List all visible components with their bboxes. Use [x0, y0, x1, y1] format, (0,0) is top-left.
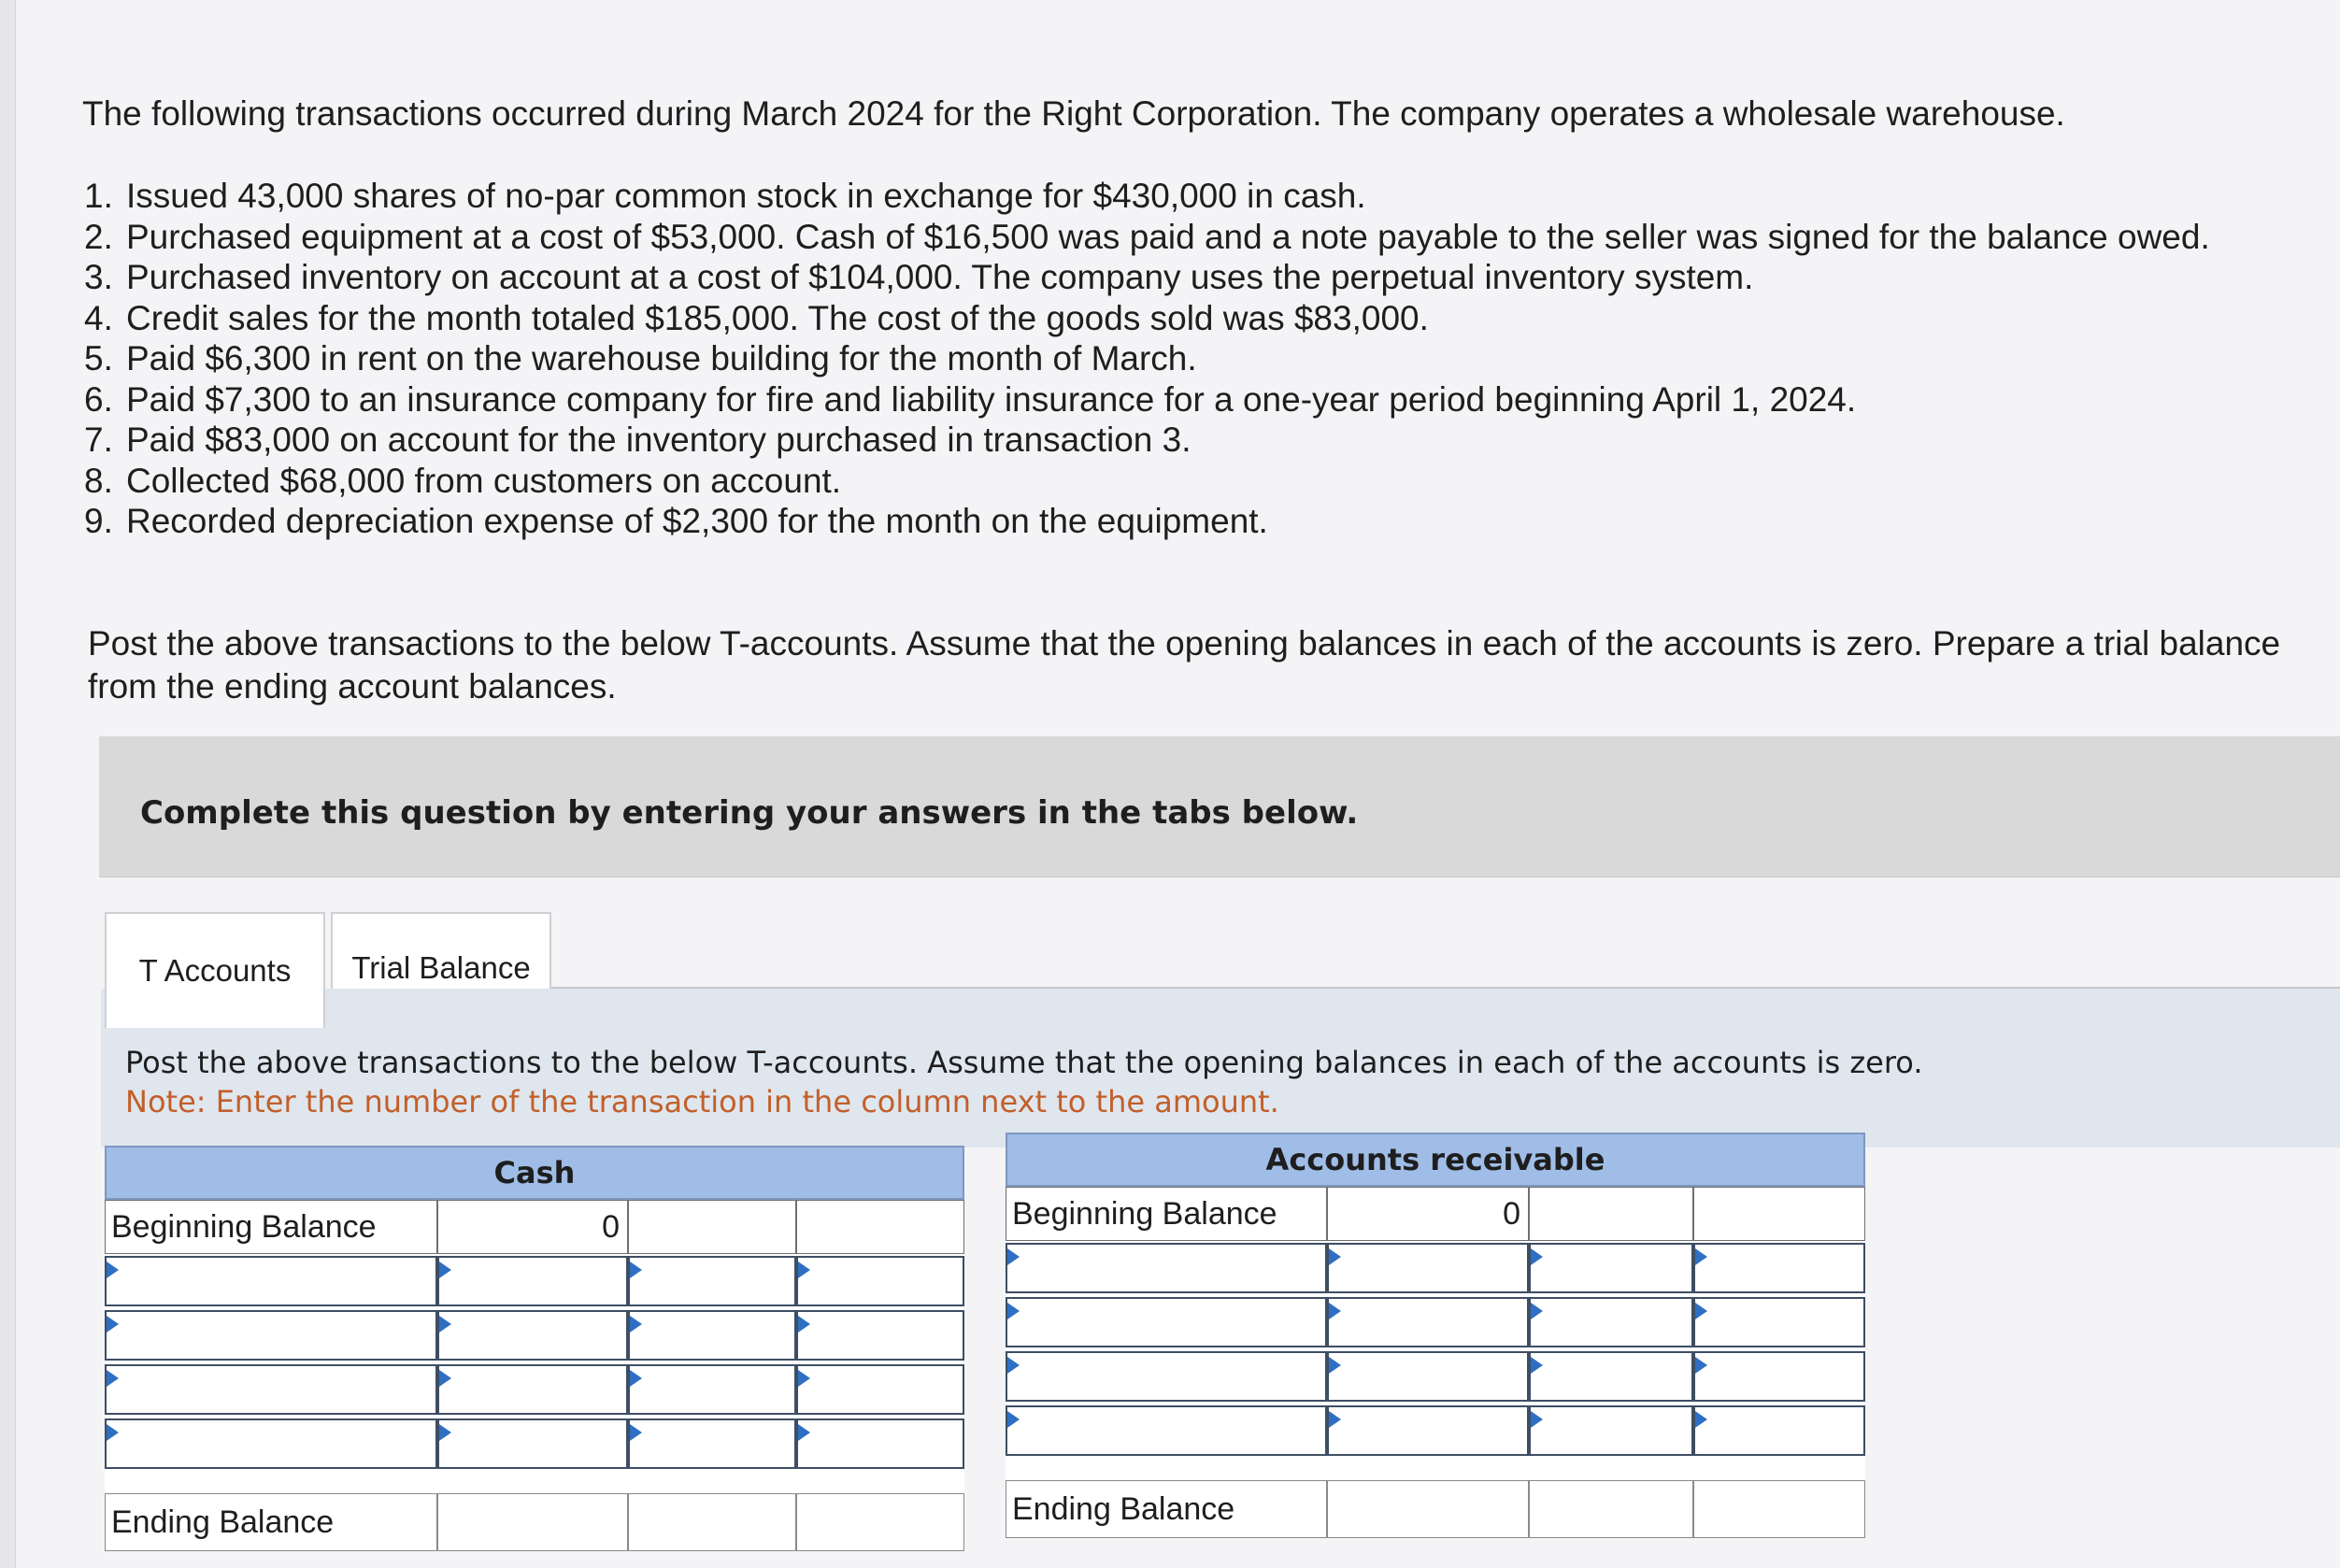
transaction-item: [84, 461, 2290, 502]
ending-balance-label: Ending Balance: [105, 1493, 437, 1551]
credit-transaction-input[interactable]: [796, 1364, 964, 1415]
debit-amount-input[interactable]: [437, 1364, 628, 1415]
transaction-number: 9.: [84, 502, 113, 540]
credit-transaction-input[interactable]: [1693, 1351, 1865, 1402]
transaction-number: 7.: [84, 421, 113, 459]
transaction-text: Recorded depreciation expense of $2,300 for the month on the equipment.: [126, 502, 1268, 540]
beginning-blank-cell: [1693, 1187, 1865, 1241]
transaction-number: 3.: [84, 258, 113, 296]
transaction-item: [84, 176, 2290, 217]
debit-account-input[interactable]: [105, 1310, 437, 1361]
ending-balance-value: [1327, 1480, 1529, 1538]
transaction-item: [84, 217, 2290, 258]
left-edge-strip: [0, 0, 16, 1568]
tab-t-accounts[interactable]: T Accounts: [105, 912, 325, 1028]
transaction-number: 8.: [84, 461, 113, 500]
t-account-grid: [1006, 1187, 1865, 1538]
credit-transaction-input[interactable]: [796, 1310, 964, 1361]
transaction-text: Credit sales for the month totaled $185,000. The cost of the goods sold was $83,000.: [126, 298, 1429, 337]
row-gap: [1006, 1458, 1327, 1480]
post-instructions: Post the above transactions to the below T-accounts. Assume that the opening balances in each of the accounts is zero. Prepare a trial balance from the ending account balances.: [88, 624, 2281, 706]
debit-amount-input[interactable]: [1327, 1243, 1529, 1293]
transaction-text: Purchased equipment at a cost of $53,000. Cash of $16,500 was paid and a note payable to the seller was signed for the balance owed.: [126, 217, 2210, 256]
transaction-text: Paid $6,300 in rent on the warehouse building for the month of March.: [126, 339, 1197, 378]
transaction-text: Issued 43,000 shares of no-par common stock in exchange for $430,000 in cash.: [126, 177, 1366, 215]
beginning-balance-label: Beginning Balance: [1006, 1187, 1327, 1241]
transaction-text: Purchased inventory on account at a cost of $104,000. The company uses the perpetual inventory system.: [126, 258, 1754, 296]
t-account-grid: [105, 1200, 964, 1551]
row-gap: [437, 1471, 628, 1493]
credit-amount-input[interactable]: [1529, 1405, 1693, 1456]
transaction-number: 4.: [84, 298, 113, 337]
beginning-blank-cell: [796, 1200, 964, 1254]
tab-trial-balance[interactable]: Trial Balance: [331, 912, 551, 1022]
tab-instructions-panel: [101, 989, 2340, 1147]
credit-amount-input[interactable]: [628, 1418, 796, 1469]
transaction-text: Collected $68,000 from customers on account.: [126, 461, 842, 500]
credit-transaction-input[interactable]: [1693, 1405, 1865, 1456]
ending-blank-cell: [1693, 1480, 1865, 1538]
tab-instructions-text: Post the above transactions to the below T-accounts. Assume that the opening balances in each of the accounts is zero.: [125, 1045, 1923, 1080]
transaction-number: 5.: [84, 339, 113, 378]
debit-amount-input[interactable]: [437, 1256, 628, 1306]
credit-transaction-input[interactable]: [1693, 1243, 1865, 1293]
debit-account-input[interactable]: [105, 1364, 437, 1415]
debit-amount-input[interactable]: [437, 1310, 628, 1361]
t-account-title: Cash: [105, 1146, 964, 1200]
debit-account-input[interactable]: [1006, 1405, 1327, 1456]
row-gap: [105, 1471, 437, 1493]
ending-balance-label: Ending Balance: [1006, 1480, 1327, 1538]
row-gap: [1693, 1458, 1865, 1480]
row-gap: [628, 1471, 796, 1493]
row-gap: [1529, 1458, 1693, 1480]
ending-balance-value: [437, 1493, 628, 1551]
credit-transaction-input[interactable]: [1693, 1297, 1865, 1347]
beginning-balance-value: 0: [1327, 1187, 1529, 1241]
t-account-title: Accounts receivable: [1006, 1133, 1865, 1187]
t-account-accounts-receivable: [1006, 1133, 1865, 1531]
transaction-item: [84, 298, 2290, 339]
debit-account-input[interactable]: [105, 1256, 437, 1306]
beginning-blank-cell: [628, 1200, 796, 1254]
complete-question-banner: [99, 736, 2340, 877]
ending-blank-cell: [1529, 1480, 1693, 1538]
transaction-number: 2.: [84, 217, 113, 256]
credit-amount-input[interactable]: [628, 1364, 796, 1415]
transaction-item: [84, 379, 2290, 421]
beginning-balance-value: 0: [437, 1200, 628, 1254]
beginning-balance-label: Beginning Balance: [105, 1200, 437, 1254]
complete-question-text: Complete this question by entering your answers in the tabs below.: [140, 794, 1359, 832]
transaction-text: Paid $7,300 to an insurance company for fire and liability insurance for a one-year period beginning April 1, 2024.: [126, 379, 1857, 419]
beginning-blank-cell: [1529, 1187, 1693, 1241]
debit-amount-input[interactable]: [437, 1418, 628, 1469]
transaction-item: [84, 501, 2290, 542]
debit-account-input[interactable]: [1006, 1351, 1327, 1402]
row-gap: [1327, 1458, 1529, 1480]
intro-text: The following transactions occurred during March 2024 for the Right Corporation. The company operates a wholesale warehouse.: [82, 94, 2065, 133]
row-gap: [796, 1471, 964, 1493]
credit-transaction-input[interactable]: [796, 1418, 964, 1469]
credit-amount-input[interactable]: [1529, 1351, 1693, 1402]
credit-transaction-input[interactable]: [796, 1256, 964, 1306]
debit-account-input[interactable]: [1006, 1243, 1327, 1293]
ending-blank-cell: [628, 1493, 796, 1551]
transaction-item: [84, 420, 2290, 461]
debit-amount-input[interactable]: [1327, 1351, 1529, 1402]
transaction-number: 1.: [84, 177, 113, 215]
transaction-number: 6.: [84, 379, 113, 419]
t-account-cash: [105, 1146, 964, 1544]
tab-instructions-note: Note: Enter the number of the transaction in the column next to the amount.: [125, 1084, 1279, 1119]
transaction-item: [84, 338, 2290, 379]
debit-account-input[interactable]: [1006, 1297, 1327, 1347]
transaction-text: Paid $83,000 on account for the inventory purchased in transaction 3.: [126, 421, 1191, 459]
credit-amount-input[interactable]: [1529, 1297, 1693, 1347]
credit-amount-input[interactable]: [1529, 1243, 1693, 1293]
debit-amount-input[interactable]: [1327, 1405, 1529, 1456]
debit-account-input[interactable]: [105, 1418, 437, 1469]
transaction-item: [84, 257, 2290, 298]
ending-blank-cell: [796, 1493, 964, 1551]
credit-amount-input[interactable]: [628, 1256, 796, 1306]
debit-amount-input[interactable]: [1327, 1297, 1529, 1347]
transaction-list: [84, 176, 2290, 542]
credit-amount-input[interactable]: [628, 1310, 796, 1361]
